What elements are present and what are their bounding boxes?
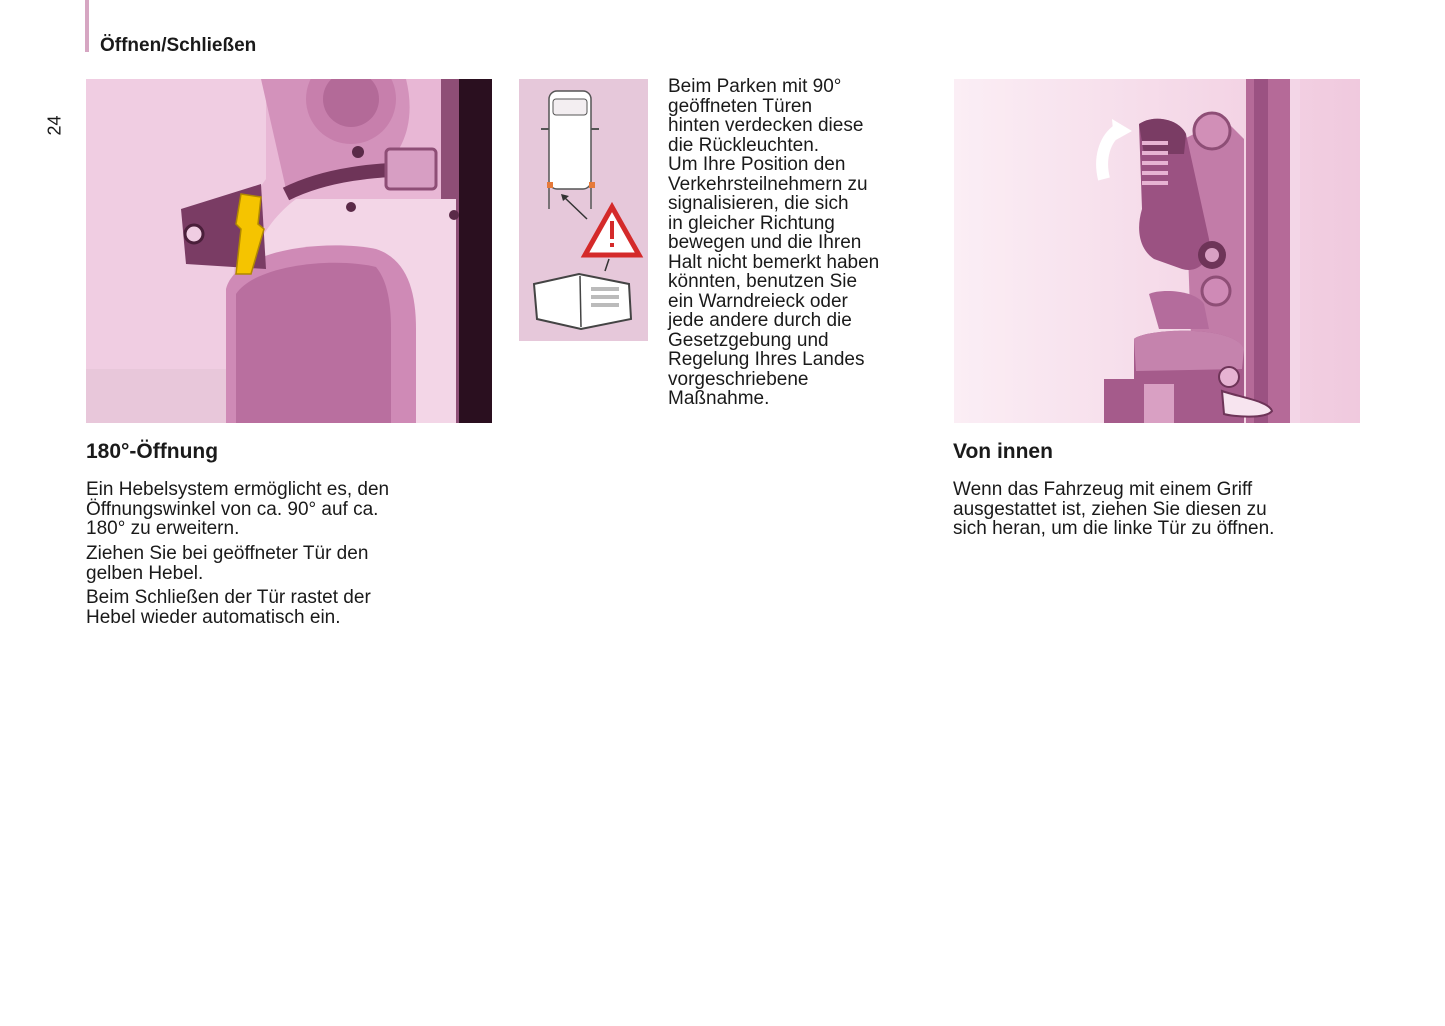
paragraph-line: gelben Hebel. [86, 562, 204, 584]
paragraph [953, 480, 1274, 539]
note-line: in gleicher Richtung [668, 212, 835, 234]
paragraph-line: 180° zu erweitern. [86, 518, 240, 539]
note-line: könnten, benutzen Sie [668, 271, 858, 292]
note-line: bewegen und die Ihren [668, 232, 862, 253]
parking-warning-note [668, 77, 933, 409]
door-hinge-lever-illustration [86, 79, 492, 423]
paragraph-line: Öffnungswinkel von ca. 90° auf ca. [86, 498, 379, 520]
section-heading-from-inside: Von innen [953, 440, 1053, 463]
page-number: 24 [44, 115, 65, 136]
note-line: geöffneten Türen [668, 95, 813, 117]
note-line: Um Ihre Position den [668, 154, 846, 175]
warning-triangle-manual-illustration [519, 79, 648, 341]
note-line: signalisieren, die sich [668, 193, 849, 214]
note-line: Maßnahme. [668, 388, 770, 409]
paragraph [86, 544, 368, 583]
paragraph [86, 480, 389, 539]
note-line: jede andere durch die [668, 310, 852, 331]
paragraph-line: ausgestattet ist, ziehen Sie diesen zu [953, 498, 1267, 520]
note-line: Regelung Ihres Landes [668, 349, 865, 370]
note-line: die Rückleuchten. [668, 134, 820, 156]
paragraph [86, 588, 371, 627]
margin-accent-bar [85, 0, 89, 52]
note-line: Gesetzgebung und [668, 329, 829, 351]
note-line: Beim Parken mit 90° [668, 76, 842, 97]
interior-door-handle-illustration [954, 79, 1360, 423]
paragraph-line: Beim Schließen der Tür rastet der [86, 587, 371, 608]
section-heading-180-opening: 180°-Öffnung [86, 440, 219, 463]
note-line: hinten verdecken diese [668, 115, 864, 136]
paragraph-line: Wenn das Fahrzeug mit einem Griff [953, 479, 1253, 500]
paragraph-line: sich heran, um die linke Tür zu öffnen. [953, 518, 1275, 539]
note-line: Verkehrsteilnehmern zu [668, 173, 868, 195]
section-title: Öffnen/Schließen [100, 35, 257, 56]
paragraph-line: Hebel wieder automatisch ein. [86, 606, 341, 628]
paragraph-line: Ziehen Sie bei geöffneter Tür den [86, 543, 369, 564]
note-line: ein Warndreieck oder [668, 290, 848, 312]
note-line: vorgeschriebene [668, 368, 809, 390]
paragraph-line: Ein Hebelsystem ermöglicht es, den [86, 479, 390, 500]
note-line: Halt nicht bemerkt haben [668, 251, 880, 273]
